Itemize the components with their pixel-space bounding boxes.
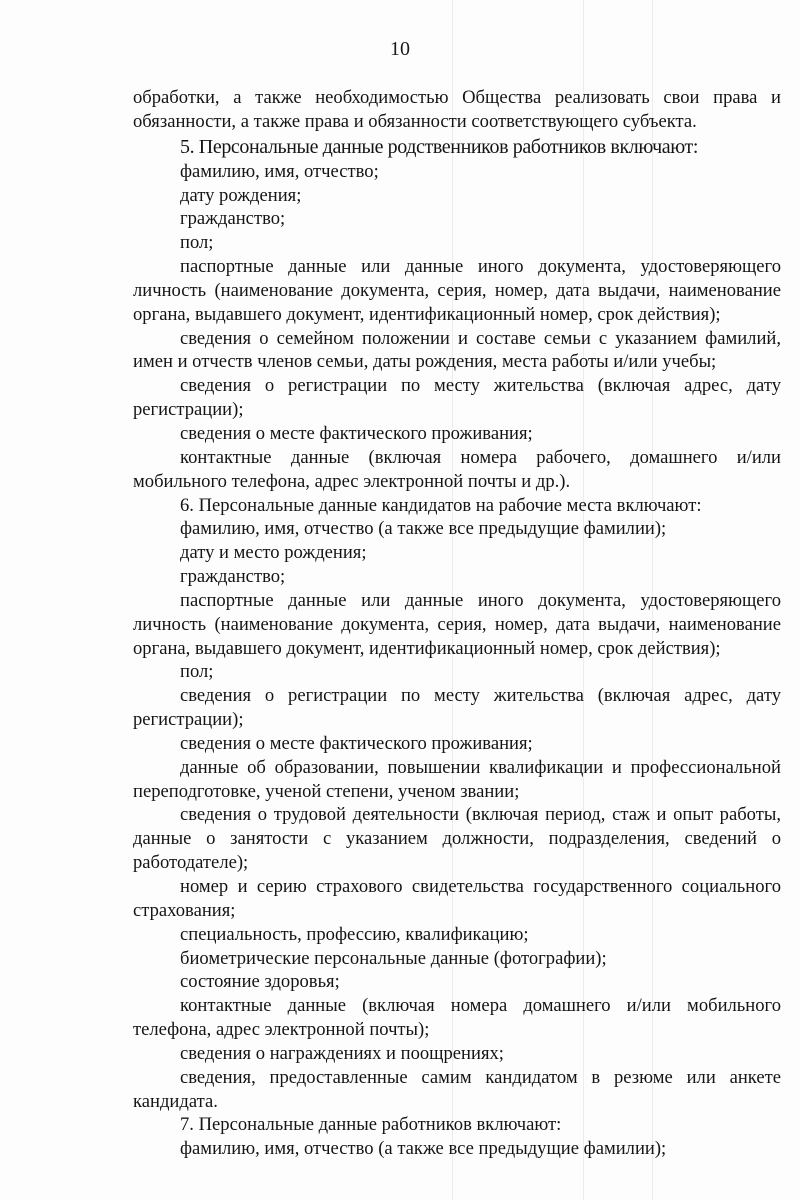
paragraph: сведения о регистрации по месту жительства (включая адрес, дату регистрации); <box>133 375 781 421</box>
paragraph: фамилию, имя, отчество; <box>180 160 379 182</box>
paragraph: паспортные данные или данные иного документа, удостоверяющего личность (наименование документа, серия, номер, дата выдачи, наименование органа, выдавшего документ, идентификационный номер, срок действия); <box>133 256 781 325</box>
paragraph: дату и место рождения; <box>180 542 367 564</box>
paragraph: номер и серию страхового свидетельства государственного социального страхования; <box>133 876 781 921</box>
page-number: 10 <box>390 38 410 60</box>
paragraph: сведения о месте фактического проживания; <box>180 732 533 754</box>
paragraph: контактные данные (включая номера рабочего, домашнего и/или мобильного телефона, адрес электронной почты и др.). <box>133 446 781 492</box>
paragraph: сведения о семейном положении и составе семьи с указанием фамилий, имен и отчеств членов семьи, даты рождения, места работы и/или учебы; <box>133 327 781 373</box>
section-heading: 7. Персональные данные работников включают: <box>180 1114 562 1136</box>
paragraph: гражданство; <box>180 208 286 230</box>
paragraph: фамилию, имя, отчество (а также все предыдущие фамилии); <box>180 518 667 540</box>
paragraph: сведения о награждениях и поощрениях; <box>180 1042 504 1064</box>
paragraph: сведения о трудовой деятельности (включая период, стаж и опыт работы, данные о занятости с указанием должности, подразделения, сведений о работодателе); <box>133 804 781 874</box>
paragraph: биометрические персональные данные (фотографии); <box>180 947 607 969</box>
paragraph: пол; <box>180 661 214 683</box>
paragraph: сведения о регистрации по месту жительства (включая адрес, дату регистрации); <box>133 685 781 731</box>
paragraph: состояние здоровья; <box>180 971 340 993</box>
paragraph: сведения, предоставленные самим кандидатом в резюме или анкете кандидата. <box>133 1066 781 1112</box>
paragraph: контактные данные (включая номера домашнего и/или мобильного телефона, адрес электронной почты); <box>133 995 781 1041</box>
section-heading: 5. Персональные данные родственников работников включают: <box>180 135 699 158</box>
paragraph: специальность, профессию, квалификацию; <box>180 923 529 945</box>
paragraph: паспортные данные или данные иного документа, удостоверяющего личность (наименование документа, серия, номер, дата выдачи, наименование органа, выдавшего документ, идентификационный номер, срок действия); <box>133 589 781 659</box>
paragraph: сведения о месте фактического проживания; <box>180 422 533 444</box>
section-heading: 6. Персональные данные кандидатов на рабочие места включают: <box>180 494 702 516</box>
paragraph: гражданство; <box>180 566 286 588</box>
paragraph: данные об образовании, повышении квалификации и профессиональной переподготовке, ученой степени, ученом звании; <box>133 756 781 802</box>
paragraph: дату рождения; <box>180 184 302 206</box>
document-body <box>133 86 781 1161</box>
paragraph: обработки, а также необходимостью Общества реализовать свои права и обязанности, а также права и обязанности соответствующего субъекта. <box>133 87 781 132</box>
paragraph: фамилию, имя, отчество (а также все предыдущие фамилии); <box>180 1138 667 1160</box>
paragraph: пол; <box>180 232 214 254</box>
